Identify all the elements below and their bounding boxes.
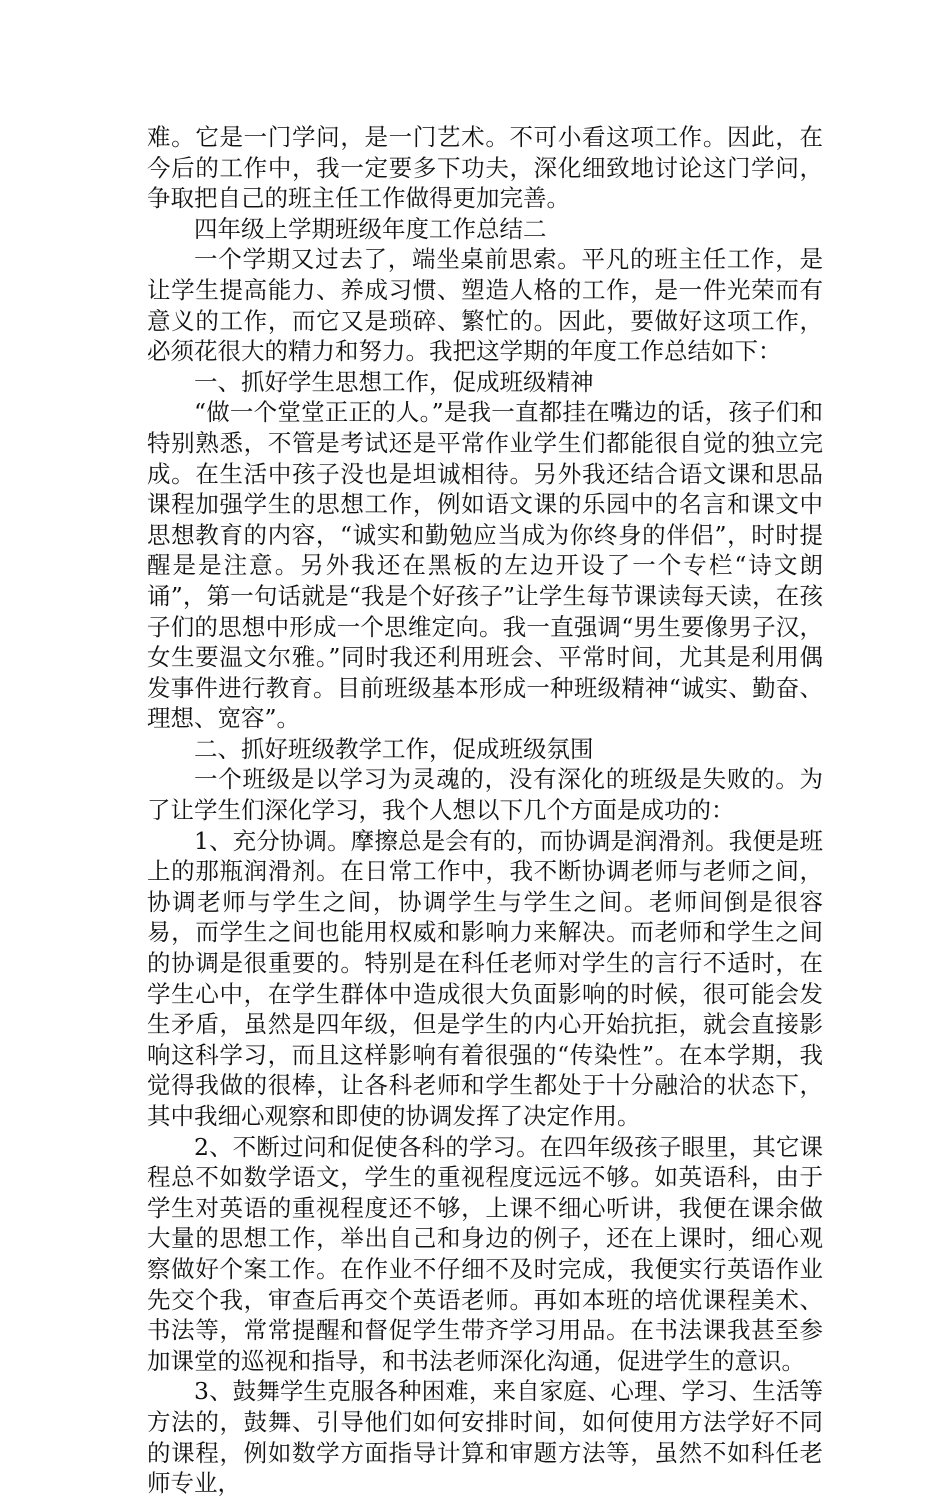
paragraph-ideology: “做一个堂堂正正的人。”是我一直都挂在嘴边的话，孩子们和特别熟悉，不管是考试还是平常作业学生们都能很自觉的独立完成。在生活中孩子没也是坦诚相待。另外我还结合语文课和思品课程加强学生的思想工作，例如语文课的乐园中的名言和课文中思想教育的内容，“诚实和勤勉应当成为你终身的伴侣”，时时提醒是是注意。另外我还在黑板的左边开设了一个专栏“诗文朗诵”，第一句话就是“我是个好孩子”让学生每节课读每天读，在孩子们的思想中形成一个思维定向。我一直强调“男生要像男子汉，女生要温文尔雅。”同时我还利用班会、平常时间，尤其是利用偶发事件进行教育。目前班级基本形成一种班级精神“诚实、勤奋、理想、宽容”。: [147, 398, 823, 733]
paragraph-item-1: 1、充分协调。摩擦总是会有的，而协调是润滑剂。我便是班上的那瓶润滑剂。在日常工作中，我不断协调老师与老师之间，协调老师与学生之间，协调学生与学生之间。老师间倒是很容易，而学生之间也能用权威和影响力来解决。而老师和学生之间的协调是很重要的。特别是在科任老师对学生的言行不适时，在学生心中，在学生群体中造成很大负面影响的时候，很可能会发生矛盾，虽然是四年级，但是学生的内心开始抗拒，就会直接影响这科学习，而且这样影响有着很强的“传染性”。在本学期，我觉得我做的很棒，让各科老师和学生都处于十分融洽的状态下，其中我细心观察和即使的协调发挥了决定作用。: [147, 826, 823, 1130]
paragraph-intro: 一个学期又过去了，端坐桌前思索。平凡的班主任工作，是让学生提高能力、养成习惯、塑造人格的工作，是一件光荣而有意义的工作，而它又是琐碎、繁忙的。因此，要做好这项工作，必须花很大的精力和努力。我把这学期的年度工作总结如下：: [147, 245, 823, 366]
paragraph-item-3: 3、鼓舞学生克服各种困难，来自家庭、心理、学习、生活等方法的，鼓舞、引导他们如何安排时间，如何使用方法学好不同的课程，例如数学方面指导计算和审题方法等，虽然不如科任老师专业，: [147, 1377, 823, 1498]
paragraph-item-2: 2、不断过问和促使各科的学习。在四年级孩子眼里，其它课程总不如数学语文，学生的重视程度远远不够。如英语科，由于学生对英语的重视程度还不够，上课不细心听讲，我便在课余做大量的思想工作，举出自己和身边的例子，还在上课时，细心观察做好个案工作。在作业不仔细不及时完成，我便实行英语作业先交个我，审查后再交个英语老师。再如本班的培优课程美术、书法等，常常提醒和督促学生带齐学习用品。在书法课我甚至参加课堂的巡视和指导，和书法老师深化沟通，促进学生的意识。: [147, 1132, 823, 1375]
document-body: [147, 122, 823, 1499]
section-title: 四年级上学期班级年度工作总结二: [194, 214, 547, 243]
paragraph-learning: 一个班级是以学习为灵魂的，没有深化的班级是失败的。为了让学生们深化学习，我个人想以下几个方面是成功的：: [147, 765, 823, 825]
paragraph-continuation: 难。它是一门学问，是一门艺术。不可小看这项工作。因此，在今后的工作中，我一定要多下功夫，深化细致地讨论这门学问，争取把自己的班主任工作做得更加完善。: [147, 123, 823, 213]
heading-part-two: 二、抓好班级教学工作，促成班级氛围: [194, 734, 594, 763]
heading-part-one: 一、抓好学生思想工作，促成班级精神: [194, 367, 594, 396]
